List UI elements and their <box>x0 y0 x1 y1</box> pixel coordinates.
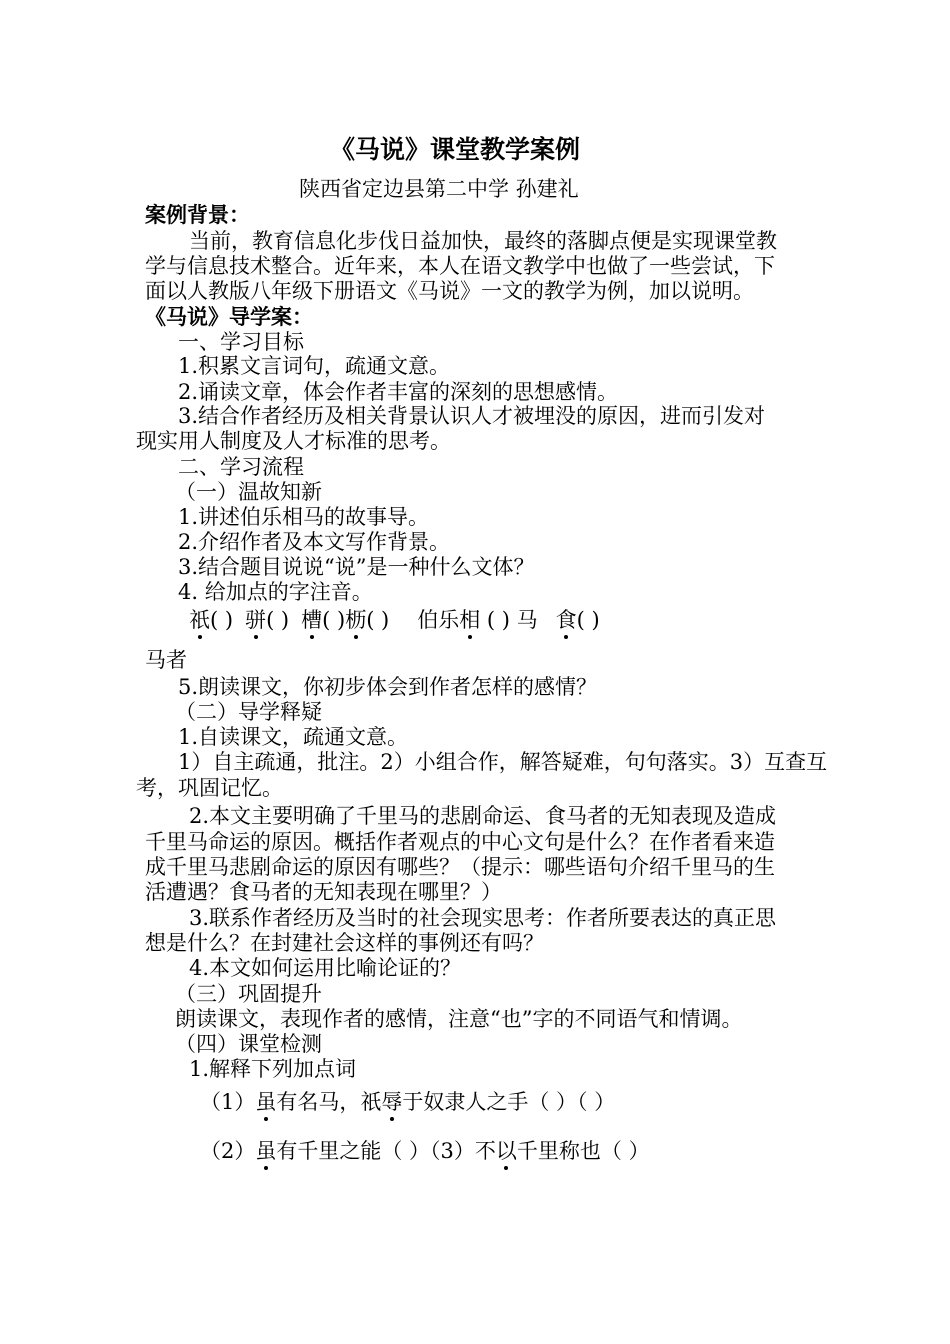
answer-blank: ( ) 马 <box>480 608 538 632</box>
dotted-char: 相 <box>459 608 481 632</box>
dotted-char: 虽 <box>255 1090 277 1114</box>
part2-line-6: 成千里马悲剧命运的原因有哪些？（提示：哪些语句介绍千里马的生 <box>145 855 775 879</box>
exercise-number: （2） <box>200 1139 256 1163</box>
exercise-number: （1） <box>200 1090 256 1114</box>
part2-line-1: 1.自读课文，疏通文意。 <box>178 725 409 749</box>
goal-item-3-cont: 现实用人制度及人才标准的思考。 <box>136 429 451 453</box>
part2-line-3: 考，巩固记忆。 <box>136 776 283 800</box>
part2-line-9: 想是什么？在封建社会这样的事例还有吗？ <box>145 931 544 955</box>
part1-item-1: 1.讲述伯乐相马的故事导。 <box>178 505 430 529</box>
part1-item-4: 4. 给加点的字注音。 <box>178 580 373 604</box>
background-line-3: 面以人教版八年级下册语文《马说》一文的教学为例，加以说明。 <box>145 279 754 303</box>
word-part: 伯乐 <box>417 608 460 632</box>
part1-item-5: 5.朗读课文，你初步体会到作者怎样的感情？ <box>178 675 598 699</box>
background-line-2: 学与信息技术整合。近年来，本人在语文教学中也做了一些尝试，下 <box>145 254 775 278</box>
part1-heading: （一）温故知新 <box>175 480 322 504</box>
exercise-text: 于奴隶人之手（ ）（ ） <box>402 1090 616 1114</box>
part2-line-2: 1）自主疏通，批注。2）小组合作，解答疑难，句句落实。3）互查互 <box>178 750 828 774</box>
exercise-text: 有千里之能（ ）（3）不 <box>276 1139 496 1163</box>
part3-heading: （三）巩固提升 <box>175 982 322 1006</box>
part2-line-8: 3.联系作者经历及当时的社会现实思考：作者所要表达的真正思 <box>189 906 777 930</box>
dotted-char: 虽 <box>255 1139 277 1163</box>
doc-title: 《马说》课堂教学案例 <box>330 135 581 164</box>
author-line: 陕西省定边县第二中学 孙建礼 <box>299 177 579 201</box>
dotted-char: 骈 <box>245 608 267 632</box>
goal-item-3: 3.结合作者经历及相关背景认识人才被埋没的原因，进而引发对 <box>178 404 766 428</box>
dotted-char: 食 <box>555 608 577 632</box>
goal-item-2: 2.诵读文章，体会作者丰富的深刻的思想感情。 <box>178 380 619 404</box>
dotted-char: 以 <box>495 1139 517 1163</box>
exercise-text: 千里称也（ ） <box>516 1139 650 1163</box>
answer-blank: ( ) <box>366 608 390 632</box>
part1-item-3: 3.结合题目说说“说”是一种什么文体？ <box>178 555 535 579</box>
part2-line-10: 4.本文如何运用比喻论证的？ <box>189 956 462 980</box>
exercise-text: 有名马，祇 <box>276 1090 382 1114</box>
pinyin-row-tail: 马者 <box>145 648 187 672</box>
goals-heading: 一、学习目标 <box>178 330 304 354</box>
answer-blank: ( ) <box>266 608 290 632</box>
exercise-1 <box>200 1090 615 1114</box>
part1-item-2: 2.介绍作者及本文写作背景。 <box>178 530 451 554</box>
dotted-char: 祇 <box>189 608 210 632</box>
part2-line-5: 千里马命运的原因。概括作者观点的中心文句是什么？在作者看来造 <box>145 830 775 854</box>
part3-line: 朗读课文，表现作者的感情，注意“也”字的不同语气和情调。 <box>175 1007 743 1031</box>
part4-heading: （四）课堂检测 <box>175 1032 322 1056</box>
part2-heading: （二）导学释疑 <box>175 700 322 724</box>
part2-line-4: 2.本文主要明确了千里马的悲剧命运、食马者的无知表现及造成 <box>189 804 777 828</box>
part4-q1: 1.解释下列加点词 <box>189 1057 357 1081</box>
background-line-1: 当前，教育信息化步伐日益加快，最终的落脚点便是实现课堂教 <box>189 229 777 253</box>
plan-heading: 《马说》导学案： <box>145 304 313 329</box>
pinyin-row <box>189 608 600 632</box>
dotted-char: 槽 <box>301 608 323 632</box>
answer-blank: ( ) <box>210 608 234 632</box>
answer-blank: ( ) <box>322 608 346 632</box>
answer-blank: ( ) <box>576 608 600 632</box>
dotted-char: 枥 <box>345 608 367 632</box>
process-heading: 二、学习流程 <box>178 455 304 479</box>
dotted-char: 辱 <box>381 1090 403 1114</box>
part2-line-7: 活遭遇？食马者的无知表现在哪里？） <box>145 880 502 904</box>
background-heading: 案例背景： <box>145 202 250 227</box>
goal-item-1: 1.积累文言词句，疏通文意。 <box>178 354 451 378</box>
exercise-2 <box>200 1139 650 1163</box>
